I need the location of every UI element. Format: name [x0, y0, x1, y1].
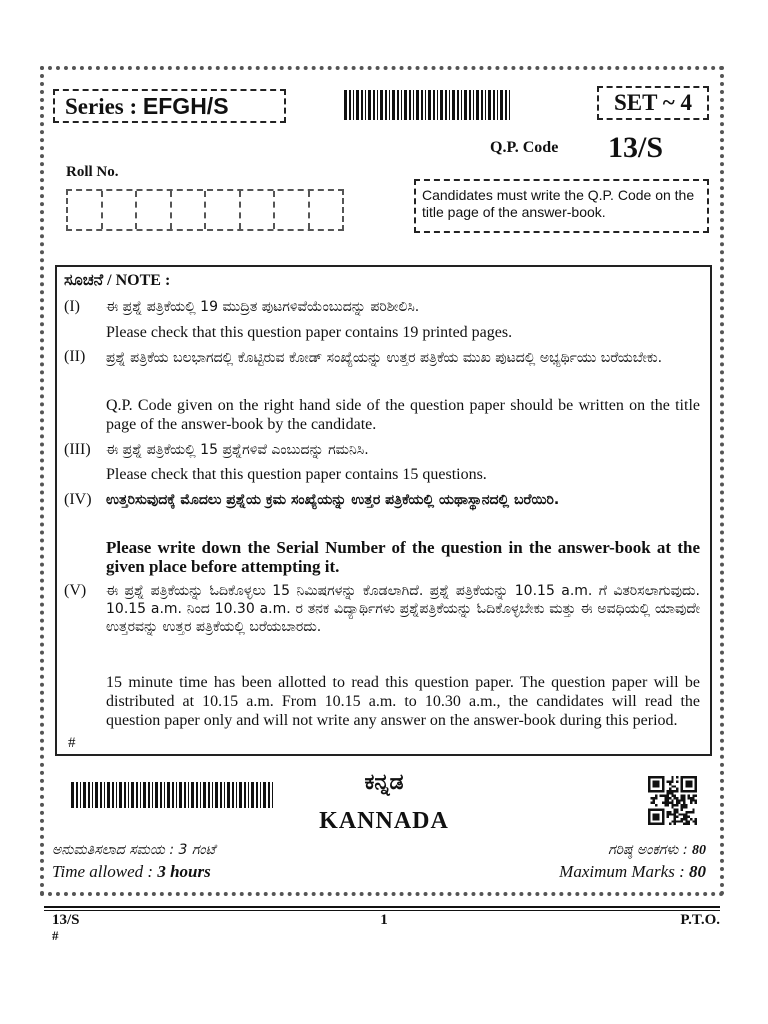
- note-item-english: 15 minute time has been allotted to read this question paper. The question paper will be distributed at 10.15 a.m. From 10.15 a.m. to 10.30 a.m., the candidates will read the question paper only and will not write any answer on the answer-book during this period.: [106, 674, 700, 729]
- max-marks-kannada-label: ಗರಿಷ್ಠ ಅಂಕಗಳು :: [608, 842, 692, 858]
- note-title: ಸೂಚನೆ / NOTE :: [64, 272, 171, 289]
- time-allowed-kannada: ಅನುಮತಿಸಲಾದ ಸಮಯ : 3 ಗಂಟೆ: [52, 842, 216, 858]
- max-marks-label: Maximum Marks :: [559, 862, 689, 881]
- note-item-number: (IV): [64, 491, 92, 508]
- note-item-english: Please check that this question paper contains 15 questions.: [106, 466, 487, 483]
- subject-title-english: KANNADA: [319, 808, 449, 834]
- subject-title-kannada: ಕನ್ನಡ: [364, 770, 404, 795]
- roll-number-boxes: [66, 189, 344, 231]
- note-item-english: Please check that this question paper contains 19 printed pages.: [106, 324, 513, 341]
- max-marks-kannada: [608, 842, 706, 859]
- note-hash-mark: #: [68, 735, 76, 751]
- note-item-english: Please write down the Serial Number of the question in the answer-book at the given place before attempting it.: [106, 538, 700, 576]
- qr-code-icon: [648, 776, 697, 825]
- set-box: SET ~ 4: [597, 86, 709, 120]
- roll-digit-box: [310, 191, 343, 229]
- series-label: Series :: [65, 94, 143, 119]
- footer-rule-thin: [44, 910, 720, 911]
- footer-rule: [44, 906, 720, 908]
- page-number: 1: [380, 912, 388, 928]
- roll-digit-box: [68, 191, 103, 229]
- time-allowed-label: Time allowed :: [52, 862, 158, 881]
- pto-label: P.T.O.: [680, 912, 720, 928]
- roll-digit-box: [275, 191, 310, 229]
- time-allowed-value: 3 hours: [157, 862, 211, 881]
- note-item-kannada: ಪ್ರಶ್ನೆ ಪತ್ರಿಕೆಯ ಬಲಭಾಗದಲ್ಲಿ ಕೊಟ್ಟಿರುವ ಕೋಡ್ ಸಂಖ್ಯೆಯನ್ನು ಉತ್ತರ ಪತ್ರಿಕೆಯ ಮುಖ ಪುಟದಲ್ಲಿ ಅಭ್ಯರ್ಥಿಯು ಬರೆಯಬೇಕು.: [106, 350, 663, 366]
- note-item-number: (III): [64, 441, 91, 458]
- note-item-kannada: ಈ ಪ್ರಶ್ನೆ ಪತ್ರಿಕೆಯಲ್ಲಿ 19 ಮುದ್ರಿತ ಪುಟಗಳಿವೆಯೆಂಬುದನ್ನು ಪರಿಶೀಲಿಸಿ.: [106, 299, 420, 315]
- series-box: [53, 89, 286, 123]
- barcode-top: [343, 90, 513, 120]
- footer-hash-mark: #: [52, 928, 59, 943]
- max-marks-value: 80: [689, 862, 706, 881]
- roll-digit-box: [137, 191, 172, 229]
- note-item-kannada: ಈ ಪ್ರಶ್ನೆ ಪತ್ರಿಕೆಯಲ್ಲಿ 15 ಪ್ರಶ್ನೆಗಳಿವೆ ಎಂಬುದನ್ನು ಗಮನಿಸಿ.: [106, 442, 369, 458]
- roll-digit-box: [172, 191, 207, 229]
- roll-digit-box: [206, 191, 241, 229]
- note-item-number: (I): [64, 298, 80, 315]
- roll-digit-box: [103, 191, 138, 229]
- time-allowed-english: [52, 862, 211, 882]
- note-item-kannada: ಈ ಪ್ರಶ್ನೆ ಪತ್ರಿಕೆಯನ್ನು ಓದಿಕೊಳ್ಳಲು 15 ನಿಮಿಷಗಳನ್ನು ಕೊಡಲಾಗಿದೆ. ಪ್ರಶ್ನೆ ಪತ್ರಿಕೆಯನ್ನು 10.15 a.m. ಗೆ ವಿತರಿಸಲಾಗುವುದು. 10.15 a.m. ನಿಂದ 10.30 a.m. ರ ತನಕ ವಿದ್ಯಾರ್ಥಿಗಳು ಪ್ರಶ್ನೆಪತ್ರಿಕೆಯನ್ನು ಓದಿಕೊಳ್ಳಬೇಕು ಮತ್ತು ಈ ಅವಧಿಯಲ್ಲಿ ಯಾವುದೇ ಉತ್ತರವನ್ನು ಉತ್ತರ ಪತ್ರಿಕೆಯಲ್ಲಿ ಬರೆಯಬಾರದು.: [106, 583, 700, 635]
- note-item-number: (II): [64, 348, 86, 365]
- max-marks-kannada-value: 80: [692, 843, 706, 858]
- roll-number-label: Roll No.: [66, 164, 119, 180]
- series-code: EFGH/S: [142, 93, 229, 119]
- note-item-kannada: ಉತ್ತರಿಸುವುದಕ್ಕೆ ಮೊದಲು ಪ್ರಶ್ನೆಯ ಕ್ರಮ ಸಂಖ್ಯೆಯನ್ನು ಉತ್ತರ ಪತ್ರಿಕೆಯಲ್ಲಿ ಯಥಾಸ್ಥಾನದಲ್ಲಿ ಬರೆಯಿರಿ.: [106, 492, 560, 508]
- footer-qp-code: 13/S: [52, 912, 80, 928]
- note-item-number: (V): [64, 582, 87, 599]
- note-item-english: Q.P. Code given on the right hand side of the question paper should be written on the title page of the answer-book by the candidate.: [106, 397, 700, 433]
- qp-code-value: 13/S: [608, 131, 664, 164]
- qp-code-label: Q.P. Code: [490, 139, 559, 156]
- max-marks-english: [559, 862, 706, 882]
- candidate-instruction-box: Candidates must write the Q.P. Code on the title page of the answer-book.: [414, 179, 709, 233]
- roll-digit-box: [241, 191, 276, 229]
